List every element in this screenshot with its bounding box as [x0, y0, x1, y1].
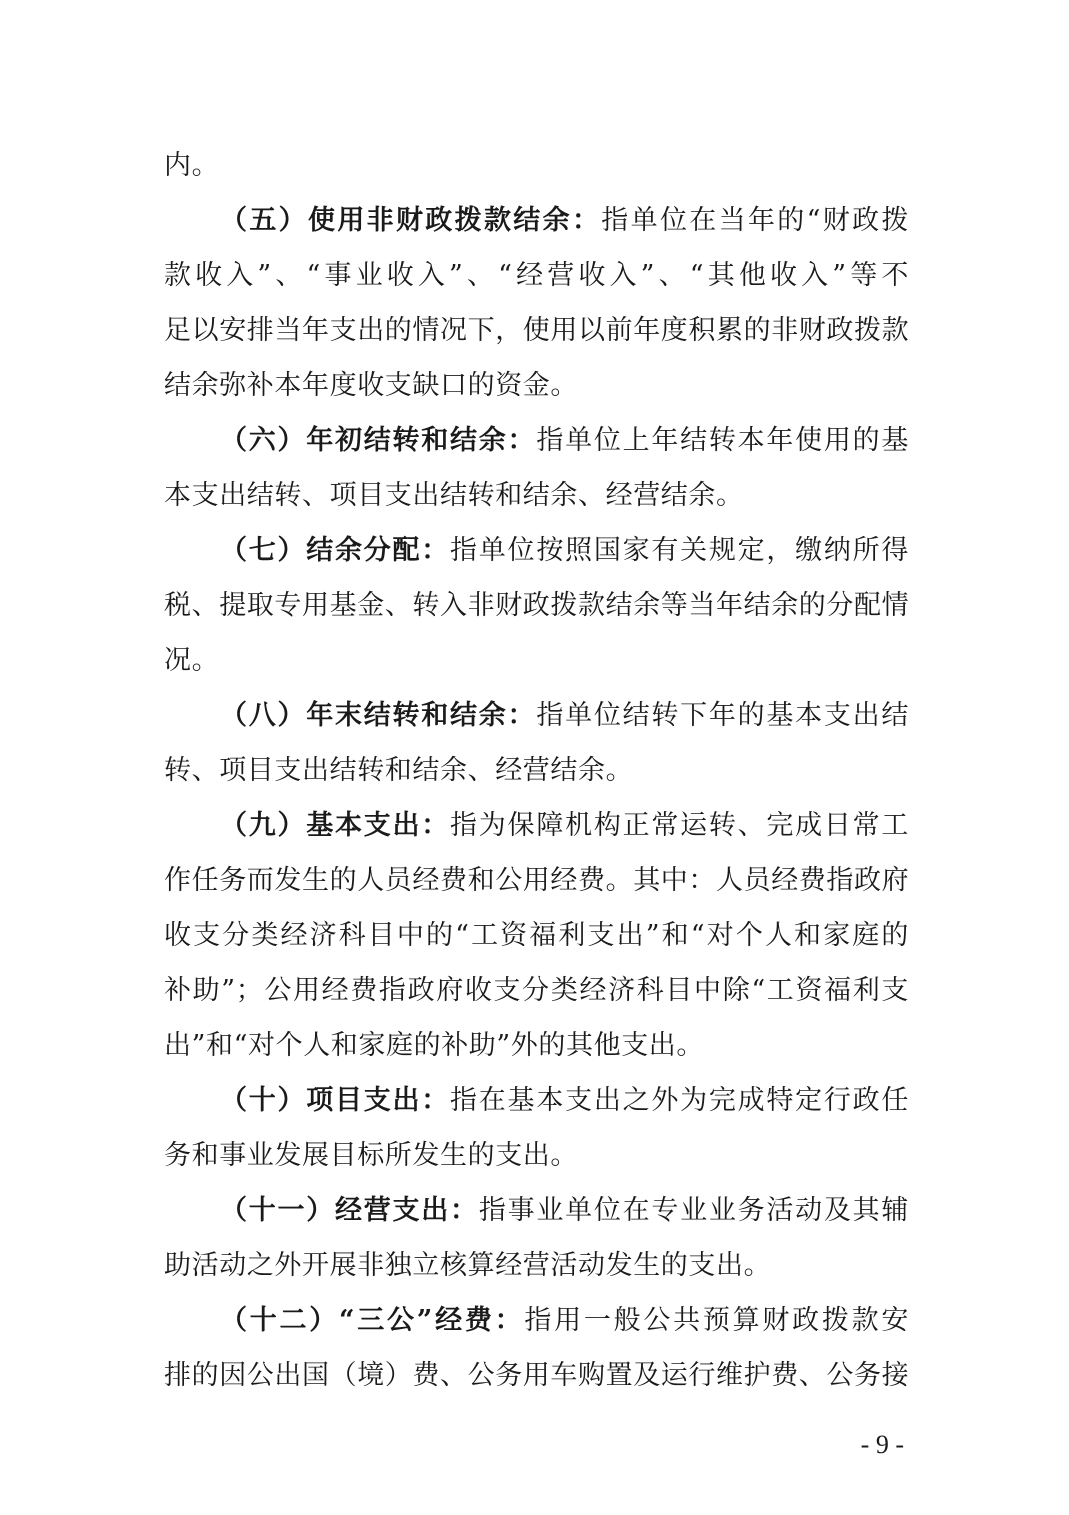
term-definition: 指单位在当年的“财政拨 — [601, 205, 909, 236]
term-heading: （十一）经营支出： — [220, 1195, 479, 1226]
paragraph-9-first-line — [164, 798, 909, 853]
text-line: 款收入”、“事业收入”、“经营收入”、“其他收入”等不 — [164, 260, 909, 291]
term-heading: （五）使用非财政拨款结余： — [220, 205, 602, 236]
term-definition: 指事业单位在专业业务活动及其辅 — [478, 1195, 909, 1226]
text-line: 况。 — [164, 645, 220, 676]
term-heading: （六）年初结转和结余： — [220, 425, 537, 456]
paragraph-11-first-line — [164, 1183, 909, 1238]
paragraph-7-first-line — [164, 523, 909, 578]
paragraph-6-first-line — [164, 413, 909, 468]
text-line: 转、项目支出结转和结余、经营结余。 — [164, 755, 634, 786]
text-line: 排的因公出国（境）费、公务用车购置及运行维护费、公务接 — [164, 1360, 910, 1391]
term-heading: （八）年末结转和结余： — [220, 700, 537, 731]
text-line: 务和事业发展目标所发生的支出。 — [164, 1140, 578, 1171]
document-body — [164, 138, 909, 1403]
term-definition: 指单位结转下年的基本支出结 — [536, 700, 909, 731]
text-line: 本支出结转、项目支出结转和结余、经营结余。 — [164, 480, 744, 511]
term-heading: （九）基本支出： — [220, 810, 451, 841]
text-line: 内。 — [164, 150, 220, 181]
term-definition: 指用一般公共预算财政拨款安 — [524, 1305, 909, 1336]
term-definition: 指单位上年结转本年使用的基 — [536, 425, 909, 456]
page-number: - 9 - — [860, 1430, 904, 1459]
text-line: 出”和“对个人和家庭的补助”外的其他支出。 — [164, 1030, 705, 1061]
text-line: 结余弥补本年度收支缺口的资金。 — [164, 370, 578, 401]
text-line: 作任务而发生的人员经费和公用经费。其中：人员经费指政府 — [164, 865, 910, 896]
paragraph-12-first-line — [164, 1293, 909, 1348]
term-definition: 指单位按照国家有关规定，缴纳所得 — [450, 535, 909, 566]
text-line: 助活动之外开展非独立核算经营活动发生的支出。 — [164, 1250, 772, 1281]
text-line: 税、提取专用基金、转入非财政拨款结余等当年结余的分配情 — [164, 590, 910, 621]
text-line: 补助”；公用经费指政府收支分类经济科目中除“工资福利支 — [164, 975, 909, 1006]
text-line: 足以安排当年支出的情况下，使用以前年度积累的非财政拨款 — [164, 315, 910, 346]
text-line: 收支分类经济科目中的“工资福利支出”和“对个人和家庭的 — [164, 920, 909, 951]
term-heading: （十二）“三公”经费： — [220, 1305, 525, 1336]
term-heading: （十）项目支出： — [220, 1085, 451, 1116]
paragraph-10-first-line — [164, 1073, 909, 1128]
paragraph-8-first-line — [164, 688, 909, 743]
term-definition: 指在基本支出之外为完成特定行政任 — [450, 1085, 909, 1116]
term-definition: 指为保障机构正常运转、完成日常工 — [450, 810, 909, 841]
term-heading: （七）结余分配： — [220, 535, 451, 566]
paragraph-5-first-line — [164, 193, 909, 248]
